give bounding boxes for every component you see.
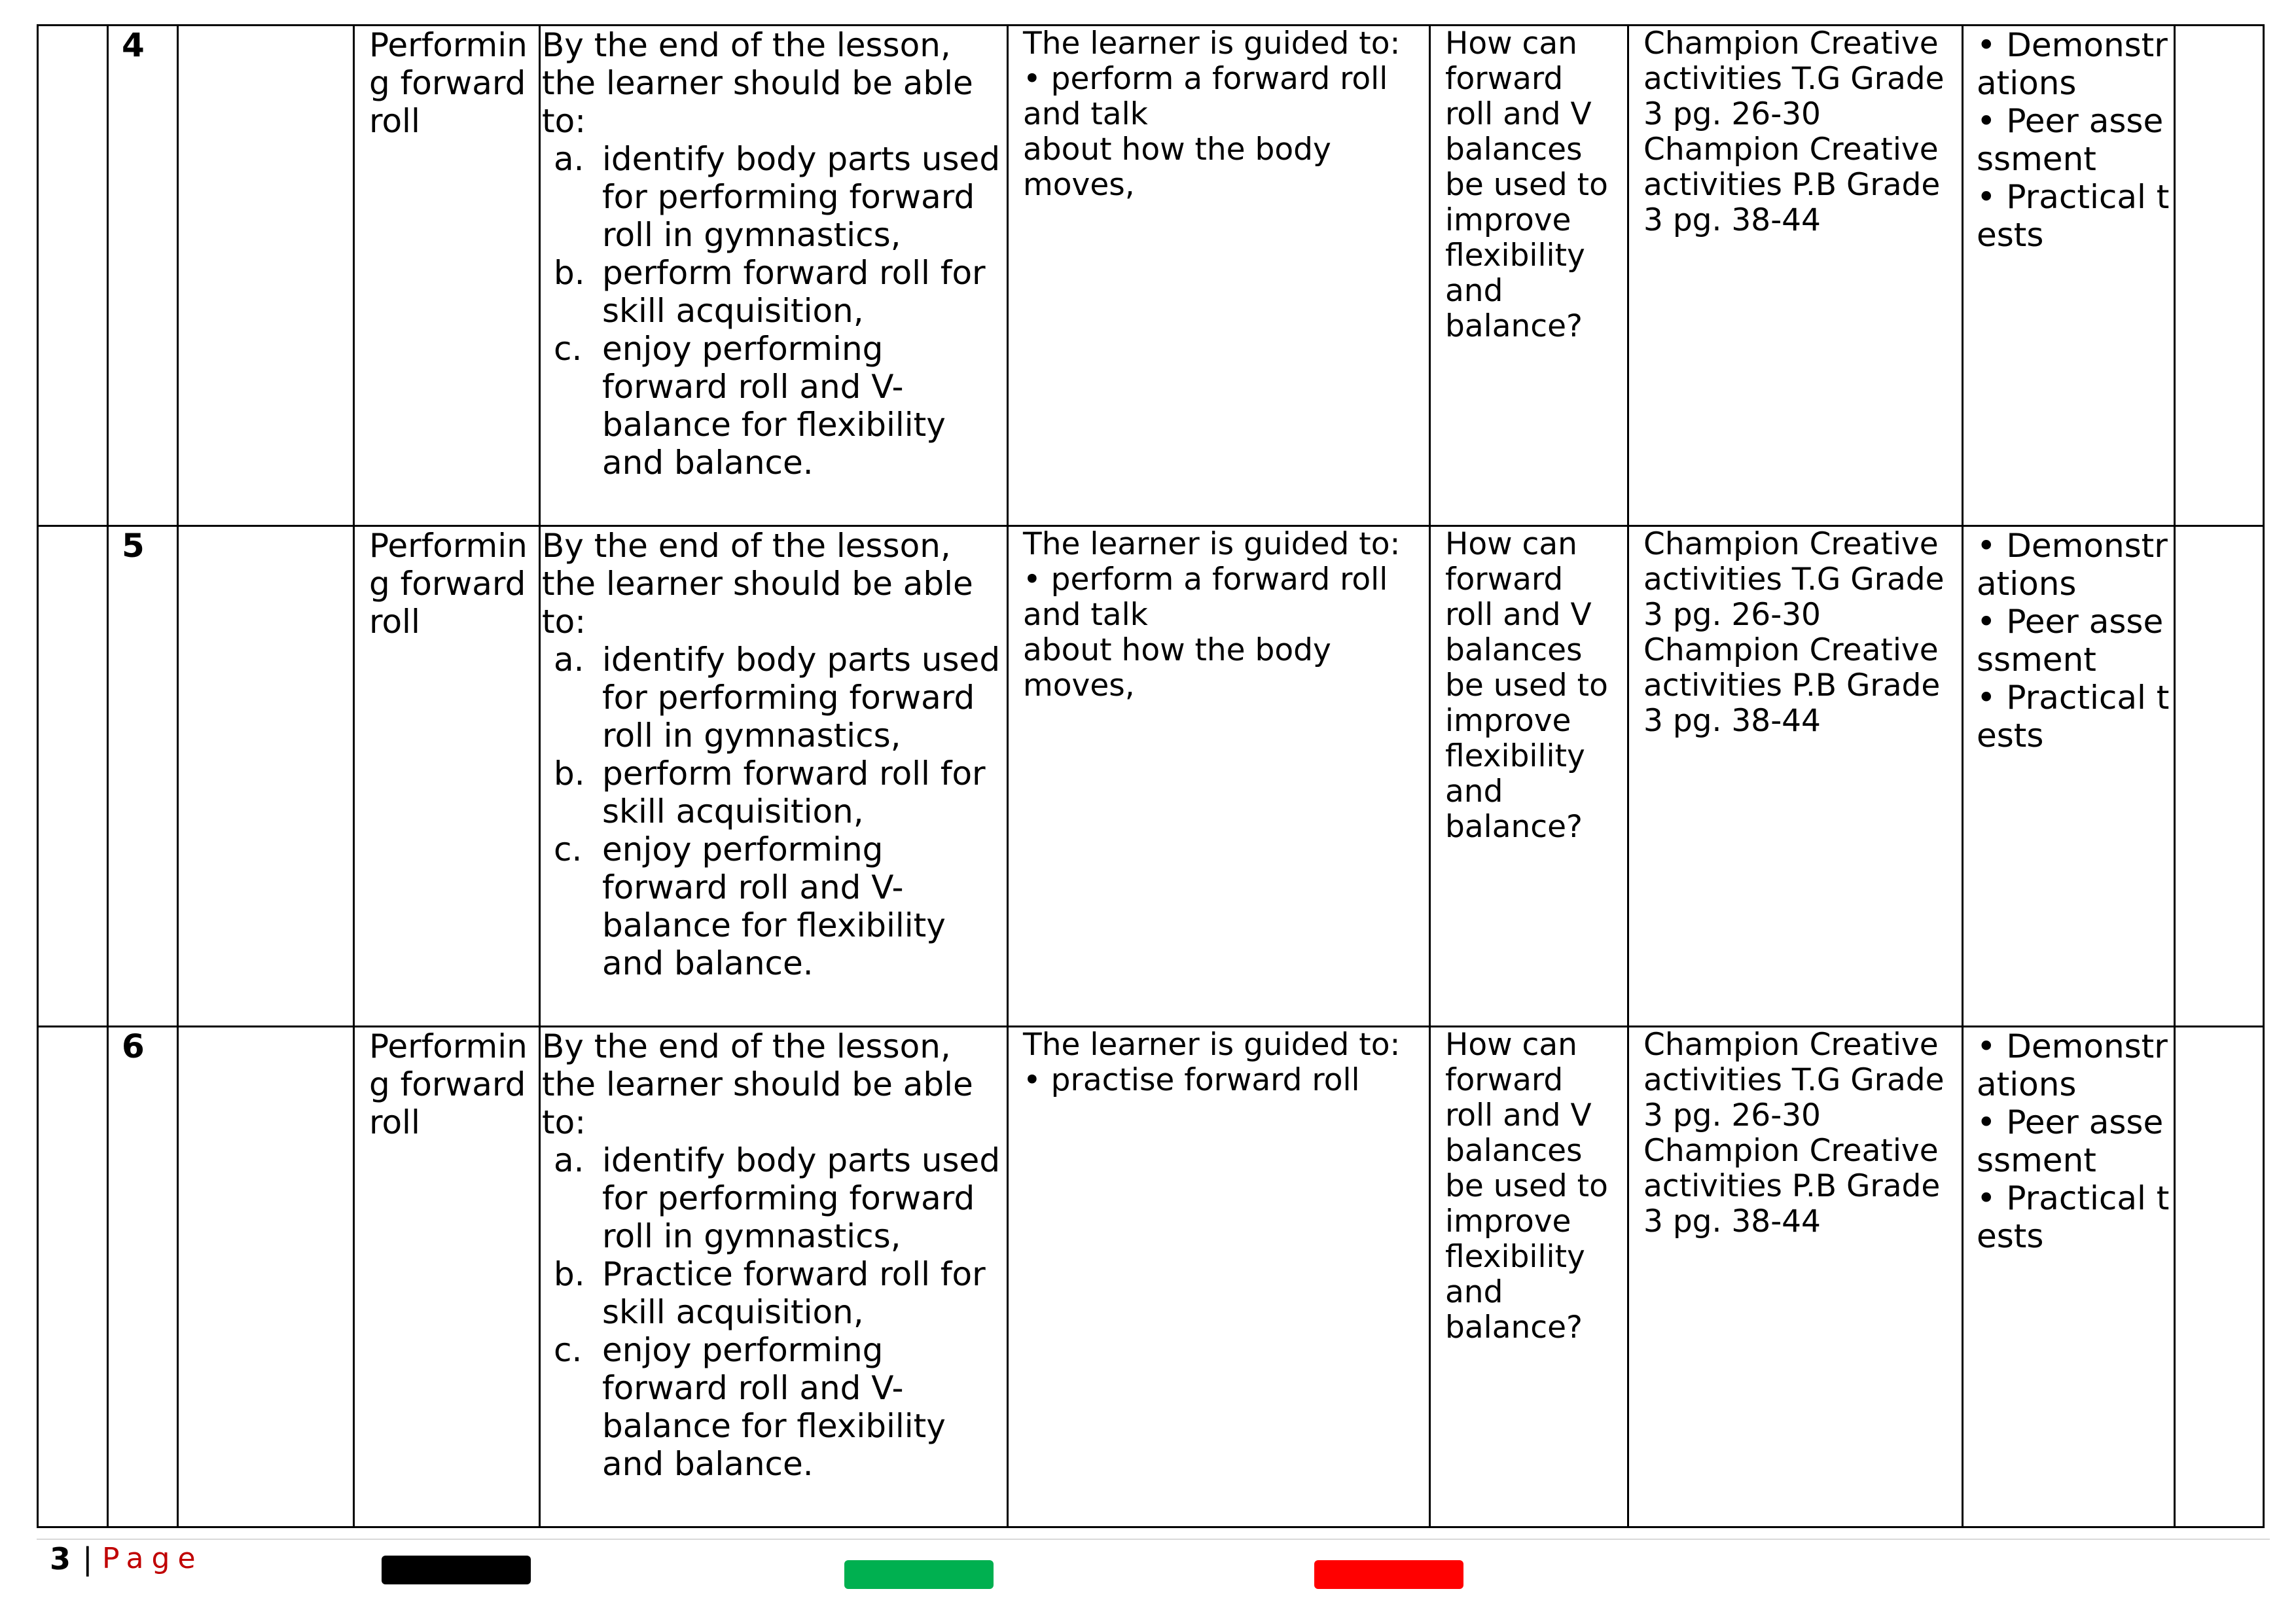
assessment-cell xyxy=(1963,1027,2175,1527)
sub-strand-text: Performing forward roll xyxy=(369,527,528,641)
assessment-method: • Demonstrations xyxy=(1977,527,2168,603)
outcome-marker: c. xyxy=(554,1331,583,1369)
key-inquiry-question: How can forward roll and V balances be used to improve flexibility and balance? xyxy=(1445,526,1608,845)
assessment-content xyxy=(1964,1027,2174,1255)
key-inquiry-question: How can forward roll and V balances be used to improve flexibility and balance? xyxy=(1445,26,1608,344)
learning-experiences-intro: The learner is guided to: xyxy=(1023,1027,1401,1063)
table-row xyxy=(38,526,2264,1027)
assessment-method: • Practical tests xyxy=(1977,679,2170,755)
learning-experiences-content xyxy=(1009,527,1429,704)
week-cell xyxy=(38,526,108,1027)
table-row xyxy=(38,1027,2264,1527)
sub-strand-cell xyxy=(354,526,540,1027)
lesson-number: 6 xyxy=(122,1027,145,1065)
sub-strand-text: Performing forward roll xyxy=(369,1027,528,1141)
learning-experience-line: • practise forward roll xyxy=(1023,1062,1360,1098)
learning-experience-line: about how the body moves, xyxy=(1023,632,1331,704)
scheme-of-work-table xyxy=(37,24,2265,1528)
learning-outcomes-intro: By the end of the lesson, the learner should be able to: xyxy=(542,527,973,641)
assessment-method: • Peer assessment xyxy=(1977,1103,2164,1179)
week-cell xyxy=(38,1027,108,1527)
outcome-text: identify body parts used for performing forward roll in gymnastics, xyxy=(602,140,1001,254)
key-inquiry-question: How can forward roll and V balances be used to improve flexibility and balance? xyxy=(1445,1027,1608,1346)
learning-experience-line: • perform a forward roll and talk xyxy=(1023,61,1388,132)
assessment-method: • Practical tests xyxy=(1977,1179,2170,1255)
learning-experiences-cell xyxy=(1008,1027,1430,1527)
learning-outcome-item xyxy=(541,330,1007,482)
strand-cell xyxy=(178,1027,354,1527)
outcome-marker: a. xyxy=(554,140,584,178)
learning-resources-text: Champion Creative activities T.G Grade 3 pg. 26-30 Champion Creative activities P.B Grade 3 pg. 38-44 xyxy=(1643,526,1945,739)
remarks-cell xyxy=(2175,26,2264,526)
outcome-marker: a. xyxy=(554,1141,584,1179)
week-cell xyxy=(38,26,108,526)
assessment-cell xyxy=(1963,526,2175,1027)
page-number: 3 xyxy=(50,1541,71,1577)
assessment-content xyxy=(1964,527,2174,755)
learning-outcomes-list xyxy=(541,641,1007,982)
assessment-method: • Demonstrations xyxy=(1977,1027,2168,1103)
lesson-number: 5 xyxy=(122,527,145,565)
outcome-text: enjoy performing forward roll and V-balance for flexibility and balance. xyxy=(602,330,946,482)
key-inquiry-question-cell xyxy=(1430,26,1628,526)
assessment-content xyxy=(1964,26,2174,254)
learning-experience-line: about how the body moves, xyxy=(1023,132,1331,203)
learning-resources-cell xyxy=(1628,526,1963,1027)
lesson-cell xyxy=(108,526,178,1027)
learning-outcomes-list xyxy=(541,140,1007,482)
learning-experience-line: • perform a forward roll and talk xyxy=(1023,562,1388,633)
sub-strand-text: Performing forward roll xyxy=(369,26,528,140)
outcome-marker: a. xyxy=(554,641,584,679)
learning-resources-text: Champion Creative activities T.G Grade 3 pg. 26-30 Champion Creative activities P.B Grade 3 pg. 38-44 xyxy=(1643,1027,1945,1240)
remarks-cell xyxy=(2175,526,2264,1027)
lesson-cell xyxy=(108,26,178,526)
learning-experiences-content xyxy=(1009,26,1429,203)
flag-green-bar xyxy=(844,1560,994,1589)
learning-outcomes-intro: By the end of the lesson, the learner should be able to: xyxy=(542,26,973,140)
learning-experiences-cell xyxy=(1008,26,1430,526)
table-row xyxy=(38,26,2264,526)
outcome-text: Practice forward roll for skill acquisition, xyxy=(602,1255,986,1331)
outcome-text: perform forward roll for skill acquisition, xyxy=(602,755,986,830)
assessment-method: • Peer assessment xyxy=(1977,102,2164,178)
page-label: Page xyxy=(102,1542,204,1575)
learning-outcome-item xyxy=(541,641,1007,755)
learning-outcome-item xyxy=(541,755,1007,830)
learning-resources-cell xyxy=(1628,1027,1963,1527)
assessment-method: • Peer assessment xyxy=(1977,603,2164,679)
learning-experiences-content xyxy=(1009,1027,1429,1098)
page-separator: | xyxy=(82,1541,93,1577)
learning-resources-text: Champion Creative activities T.G Grade 3 pg. 26-30 Champion Creative activities P.B Grade 3 pg. 38-44 xyxy=(1643,26,1945,238)
learning-outcome-item xyxy=(541,830,1007,982)
outcome-text: identify body parts used for performing forward roll in gymnastics, xyxy=(602,1141,1001,1255)
scheme-table-body xyxy=(38,26,2264,1527)
assessment-cell xyxy=(1963,26,2175,526)
learning-outcomes-list xyxy=(541,1141,1007,1483)
outcome-marker: c. xyxy=(554,830,583,868)
outcome-marker: b. xyxy=(554,1255,585,1293)
footer-rule xyxy=(37,1539,2270,1540)
learning-experiences-intro: The learner is guided to: xyxy=(1023,526,1401,562)
sub-strand-cell xyxy=(354,26,540,526)
remarks-cell xyxy=(2175,1027,2264,1527)
lesson-number: 4 xyxy=(122,26,145,64)
learning-resources-cell xyxy=(1628,26,1963,526)
outcome-marker: c. xyxy=(554,330,583,368)
learning-outcome-item xyxy=(541,140,1007,254)
learning-experiences-cell xyxy=(1008,526,1430,1027)
assessment-method: • Demonstrations xyxy=(1977,26,2168,102)
learning-outcomes-cell xyxy=(540,526,1008,1027)
learning-outcomes-cell xyxy=(540,1027,1008,1527)
learning-outcomes-cell xyxy=(540,26,1008,526)
lesson-cell xyxy=(108,1027,178,1527)
outcome-marker: b. xyxy=(554,755,585,793)
outcome-text: perform forward roll for skill acquisition, xyxy=(602,254,986,330)
learning-outcome-item xyxy=(541,254,1007,330)
outcome-text: identify body parts used for performing forward roll in gymnastics, xyxy=(602,641,1001,755)
learning-outcome-item xyxy=(541,1331,1007,1483)
sub-strand-cell xyxy=(354,1027,540,1527)
key-inquiry-question-cell xyxy=(1430,1027,1628,1527)
flag-red-bar xyxy=(1314,1560,1463,1589)
learning-outcome-item xyxy=(541,1255,1007,1331)
key-inquiry-question-cell xyxy=(1430,526,1628,1027)
assessment-method: • Practical tests xyxy=(1977,178,2170,254)
outcome-text: enjoy performing forward roll and V-balance for flexibility and balance. xyxy=(602,830,946,982)
outcome-marker: b. xyxy=(554,254,585,292)
strand-cell xyxy=(178,26,354,526)
flag-black-bar xyxy=(382,1556,531,1584)
strand-cell xyxy=(178,526,354,1027)
learning-outcomes-intro: By the end of the lesson, the learner should be able to: xyxy=(542,1027,973,1141)
outcome-text: enjoy performing forward roll and V-balance for flexibility and balance. xyxy=(602,1331,946,1483)
learning-experiences-intro: The learner is guided to: xyxy=(1023,26,1401,62)
learning-outcome-item xyxy=(541,1141,1007,1255)
